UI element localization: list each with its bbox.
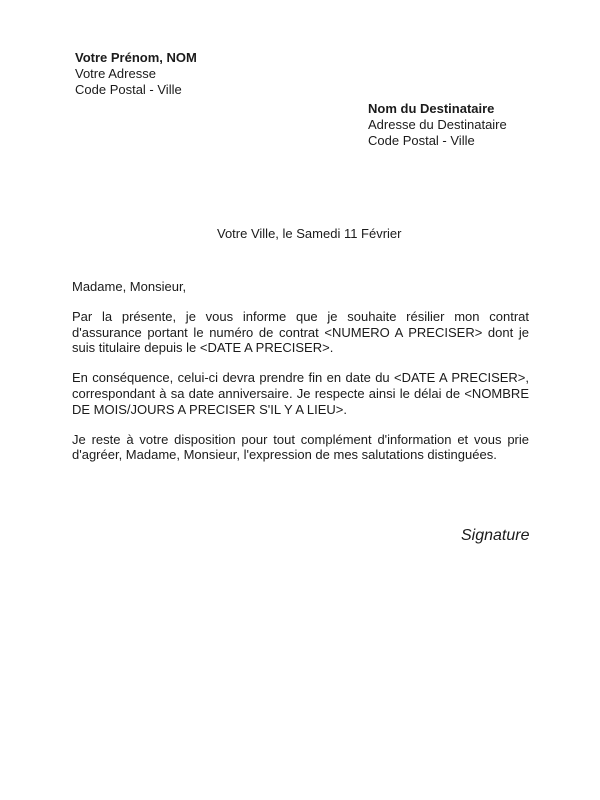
paragraph-1: Par la présente, je vous informe que je souhaite résilier mon contrat d'assurance portant le numéro de contrat <NUMERO A PRECISER> dont je suis titulaire depuis le <DATE A PRECISER>. (72, 308, 529, 356)
signature: Signature (461, 527, 530, 544)
recipient-address: Adresse du Destinataire (368, 117, 507, 132)
sender-block (75, 50, 197, 98)
paragraph-2: En conséquence, celui-ci devra prendre fin en date du <DATE A PRECISER>, correspondant à sa date anniversaire. Je respecte ainsi le délai de <NOMBRE DE MOIS/JOURS A PRECISER S'IL Y A LIEU>. (72, 370, 529, 417)
sender-city: Code Postal - Ville (75, 82, 182, 97)
date-line: Votre Ville, le Samedi 11 Février (217, 226, 402, 241)
sender-address: Votre Adresse (75, 66, 156, 81)
recipient-name: Nom du Destinataire (368, 101, 495, 116)
sender-name: Votre Prénom, NOM (75, 50, 197, 65)
paragraph-3: Je reste à votre disposition pour tout complément d'information et vous prie d'agréer, Madame, Monsieur, l'expression de mes salutations distinguées. (72, 431, 529, 463)
recipient-block (368, 101, 507, 149)
recipient-city: Code Postal - Ville (368, 133, 475, 148)
letter-body (72, 279, 529, 463)
salutation: Madame, Monsieur, (72, 279, 187, 294)
